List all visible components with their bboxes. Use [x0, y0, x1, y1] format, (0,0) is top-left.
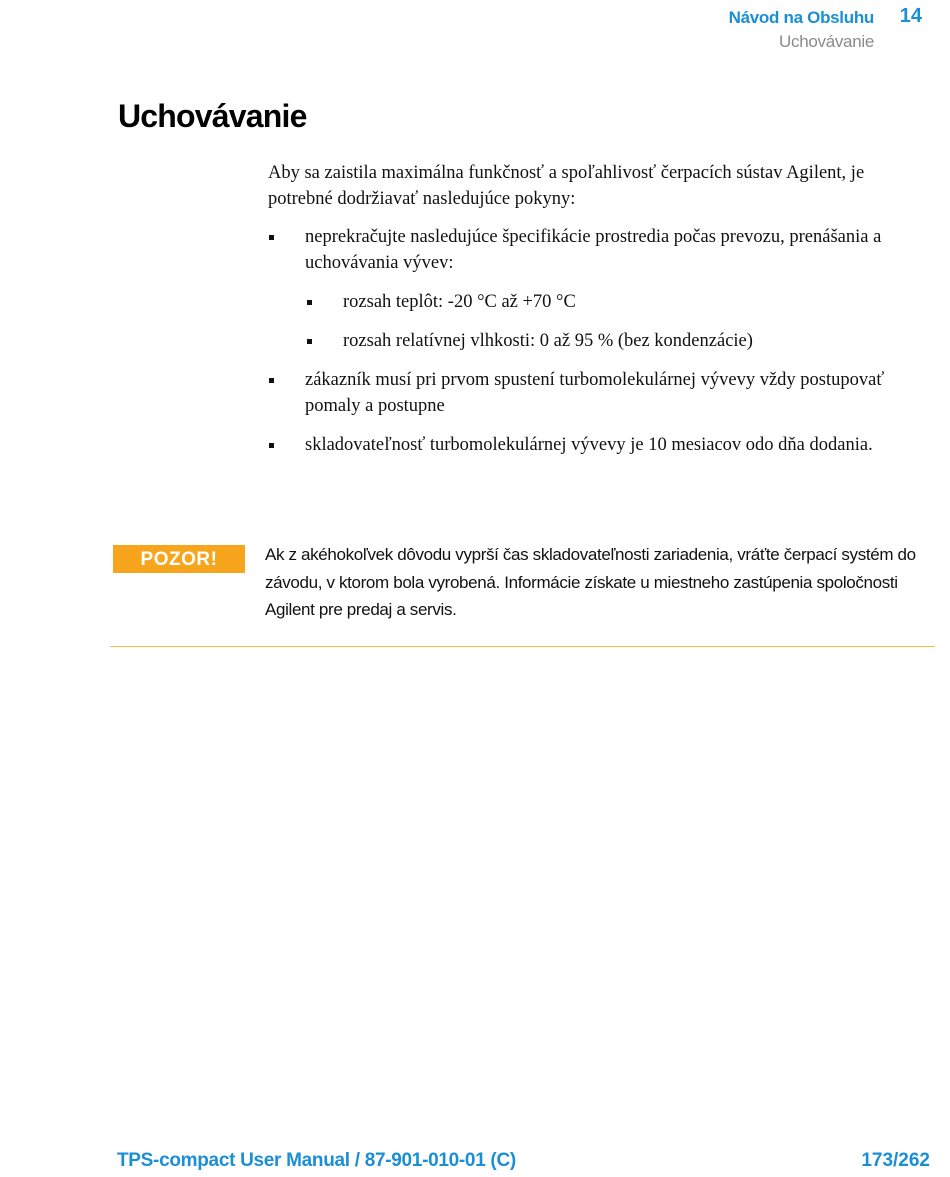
guideline-list [268, 224, 933, 458]
header-chapter-title: Návod na Obsluhu [728, 8, 874, 27]
sub-list-item-text: rozsah teplôt: -20 °C až +70 °C [343, 292, 576, 312]
sub-list-item [305, 328, 933, 354]
body-content [268, 160, 933, 471]
warning-divider [110, 646, 935, 647]
list-item [268, 224, 933, 354]
bullet-marker-icon [307, 300, 312, 305]
bullet-marker-icon [307, 339, 312, 344]
list-item-text: zákazník musí pri prvom spustení turbomolekulárnej vývevy vždy postupovať pomaly a postupne [305, 370, 885, 416]
sub-list [305, 289, 933, 354]
footer-document-title: TPS-compact User Manual / 87-901-010-01 (C) [117, 1150, 516, 1171]
sub-list-item-text: rozsah relatívnej vlhkosti: 0 až 95 % (bez kondenzácie) [343, 331, 753, 351]
bullet-marker-icon [269, 443, 274, 448]
list-item-text: skladovateľnosť turbomolekulárnej vývevy je 10 mesiacov odo dňa dodania. [305, 435, 873, 455]
list-item [268, 432, 933, 458]
list-item [268, 367, 933, 419]
footer-page-number: 173/262 [861, 1150, 930, 1171]
page-title: Uchovávanie [118, 98, 307, 134]
list-item-text: neprekračujte nasledujúce špecifikácie prostredia počas prevozu, prenášania a uchovávania vývev: [305, 227, 882, 273]
bullet-marker-icon [269, 378, 274, 383]
bullet-marker-icon [269, 235, 274, 240]
header-section-title: Uchovávanie [779, 32, 874, 51]
sub-list-item [305, 289, 933, 315]
intro-paragraph: Aby sa zaistila maximálna funkčnosť a spoľahlivosť čerpacích sústav Agilent, je potrebné dodržiavať nasledujúce pokyny: [268, 163, 865, 209]
warning-text: Ak z akéhokoľvek dôvodu vyprší čas skladovateľnosti zariadenia, vráťte čerpací systém do závodu, v ktorom bola vyrobená. Informácie získate u miestneho zastúpenia spoločnosti Agilent pre predaj a servis. [265, 545, 916, 619]
header-page-number: 14 [899, 5, 922, 27]
warning-badge: POZOR! [113, 545, 245, 573]
